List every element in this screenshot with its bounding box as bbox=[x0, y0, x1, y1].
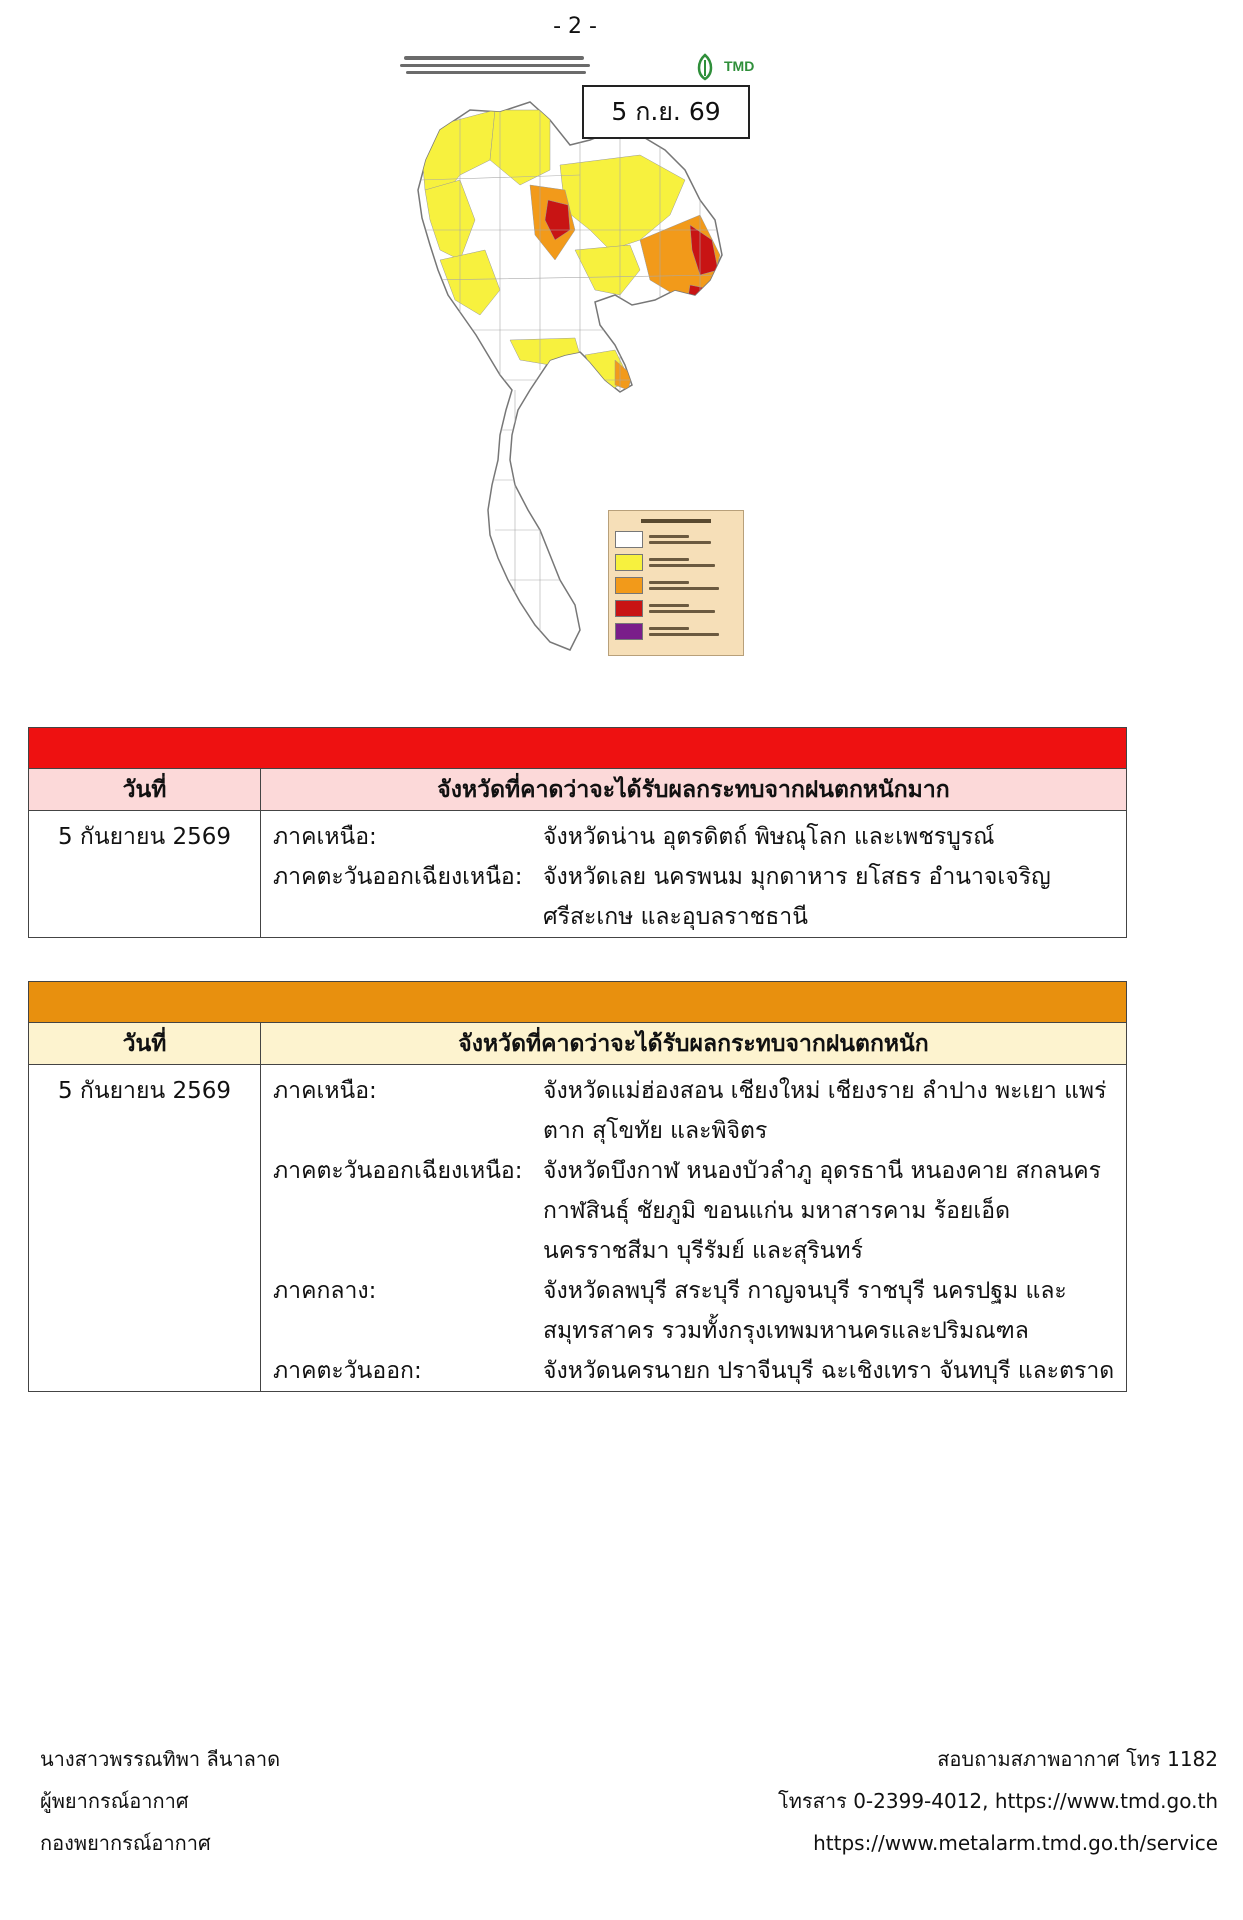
very-heavy-banner-bar bbox=[29, 728, 1127, 769]
date-column-header: วันที่ bbox=[29, 769, 261, 811]
legend-text-severe bbox=[649, 624, 737, 639]
forecaster-title: ผู้พยากรณ์อากาศ bbox=[40, 1789, 189, 1813]
legend-swatch-extreme bbox=[615, 600, 643, 617]
rainfall-map-figure bbox=[400, 50, 760, 662]
legend-swatch-very-heavy bbox=[615, 577, 643, 594]
contact-fax-website[interactable]: โทรสาร 0-2399-4012, https://www.tmd.go.th bbox=[778, 1789, 1218, 1813]
contact-phone: สอบถามสภาพอากาศ โทร 1182 bbox=[937, 1747, 1218, 1771]
province-line: กาฬสินธุ์ ชัยภูมิ ขอนแก่น มหาสารคาม ร้อยเอ็ด bbox=[543, 1198, 1011, 1224]
legend-swatch-none bbox=[615, 531, 643, 548]
legend-item-severe bbox=[615, 623, 737, 640]
very-heavy-data-row bbox=[29, 811, 1127, 938]
province-line: ตาก สุโขทัย และพิจิตร bbox=[543, 1118, 768, 1144]
province-line: นครราชสีมา บุรีรัมย์ และสุรินทร์ bbox=[543, 1238, 863, 1264]
provinces-column-header: จังหวัดที่คาดว่าจะได้รับผลกระทบจากฝนตกหนักมาก bbox=[261, 769, 1127, 811]
heavy-data-row bbox=[29, 1065, 1127, 1392]
footer-forecaster bbox=[40, 1738, 280, 1864]
province-line: จังหวัดลพบุรี สระบุรี กาญจนบุรี ราชบุรี นครปฐม และ bbox=[543, 1278, 1067, 1304]
province-line: สมุทรสาคร รวมทั้งกรุงเทพมหานครและปริมณฑล bbox=[543, 1318, 1029, 1344]
very-heavy-banner bbox=[29, 728, 1127, 769]
region-name: ภาคตะวันออก: bbox=[273, 1358, 422, 1384]
legend-text-very-heavy bbox=[649, 578, 737, 593]
legend-item-heavy bbox=[615, 554, 737, 571]
legend-swatch-severe bbox=[615, 623, 643, 640]
province-line: จังหวัดบึงกาฬ หนองบัวลำภู อุดรธานี หนองคาย สกลนคร bbox=[543, 1158, 1101, 1184]
map-time-text bbox=[406, 71, 586, 74]
footer-contact bbox=[778, 1738, 1218, 1864]
map-title-text bbox=[404, 56, 584, 60]
very-heavy-rain-table bbox=[28, 727, 1127, 938]
region-provinces bbox=[543, 1071, 1126, 1151]
provinces-column-header: จังหวัดที่คาดว่าจะได้รับผลกระทบจากฝนตกหนัก bbox=[261, 1023, 1127, 1065]
region-east bbox=[273, 1351, 1126, 1391]
legend-item-extreme bbox=[615, 600, 737, 617]
region-name: ภาคตะวันออกเฉียงเหนือ: bbox=[273, 1158, 523, 1184]
region-name: ภาคเหนือ: bbox=[273, 824, 377, 850]
province-line: จังหวัดน่าน อุตรดิตถ์ พิษณุโลก และเพชรบูรณ์ bbox=[543, 824, 995, 850]
forecast-date: 5 กันยายน 2569 bbox=[29, 1065, 261, 1392]
contact-service-link[interactable]: https://www.metalarm.tmd.go.th/service bbox=[813, 1831, 1218, 1855]
region-list bbox=[261, 1065, 1127, 1392]
tmd-logo: TMD bbox=[724, 58, 755, 74]
map-legend bbox=[608, 510, 744, 656]
date-column-header: วันที่ bbox=[29, 1023, 261, 1065]
province-line: ศรีสะเกษ และอุบลราชธานี bbox=[543, 904, 808, 930]
heavy-rain-table bbox=[28, 981, 1127, 1392]
heavy-banner-bar bbox=[29, 982, 1127, 1023]
province-line: จังหวัดแม่ฮ่องสอน เชียงใหม่ เชียงราย ลำปาง พะเยา แพร่ bbox=[543, 1078, 1107, 1104]
legend-text-none bbox=[649, 532, 737, 547]
region-provinces bbox=[543, 1271, 1126, 1351]
region-northeast bbox=[273, 857, 1126, 937]
legend-swatch-heavy bbox=[615, 554, 643, 571]
heavy-banner bbox=[29, 982, 1127, 1023]
region-name: ภาคกลาง: bbox=[273, 1278, 377, 1304]
forecast-date: 5 กันยายน 2569 bbox=[29, 811, 261, 938]
legend-text-heavy bbox=[649, 555, 737, 570]
region-list bbox=[261, 811, 1127, 938]
legend-title bbox=[641, 519, 711, 523]
region-north bbox=[273, 1071, 1126, 1151]
region-provinces bbox=[543, 1151, 1126, 1271]
province-line: จังหวัดนครนายก ปราจีนบุรี ฉะเชิงเทรา จันทบุรี และตราด bbox=[543, 1358, 1115, 1384]
heavy-header-row bbox=[29, 1023, 1127, 1065]
page-number: - 2 - bbox=[553, 14, 597, 39]
map-date-label: 5 ก.ย. 69 bbox=[582, 85, 750, 139]
map-subtitle-text bbox=[400, 64, 590, 67]
region-provinces bbox=[543, 857, 1126, 937]
region-north bbox=[273, 817, 1126, 857]
dmr-logo-icon bbox=[692, 52, 718, 82]
region-central bbox=[273, 1271, 1126, 1351]
region-name: ภาคตะวันออกเฉียงเหนือ: bbox=[273, 864, 523, 890]
region-provinces bbox=[543, 817, 1126, 857]
province-line: จังหวัดเลย นครพนม มุกดาหาร ยโสธร อำนาจเจริญ bbox=[543, 864, 1051, 890]
very-heavy-header-row bbox=[29, 769, 1127, 811]
legend-item-none bbox=[615, 531, 737, 548]
legend-item-very-heavy bbox=[615, 577, 737, 594]
forecaster-division: กองพยากรณ์อากาศ bbox=[40, 1831, 211, 1855]
region-provinces bbox=[543, 1351, 1126, 1391]
forecaster-name: นางสาวพรรณทิพา ลีนาลาด bbox=[40, 1747, 281, 1771]
legend-text-extreme bbox=[649, 601, 737, 616]
region-northeast bbox=[273, 1151, 1126, 1271]
region-name: ภาคเหนือ: bbox=[273, 1078, 377, 1104]
map-header bbox=[400, 50, 760, 90]
